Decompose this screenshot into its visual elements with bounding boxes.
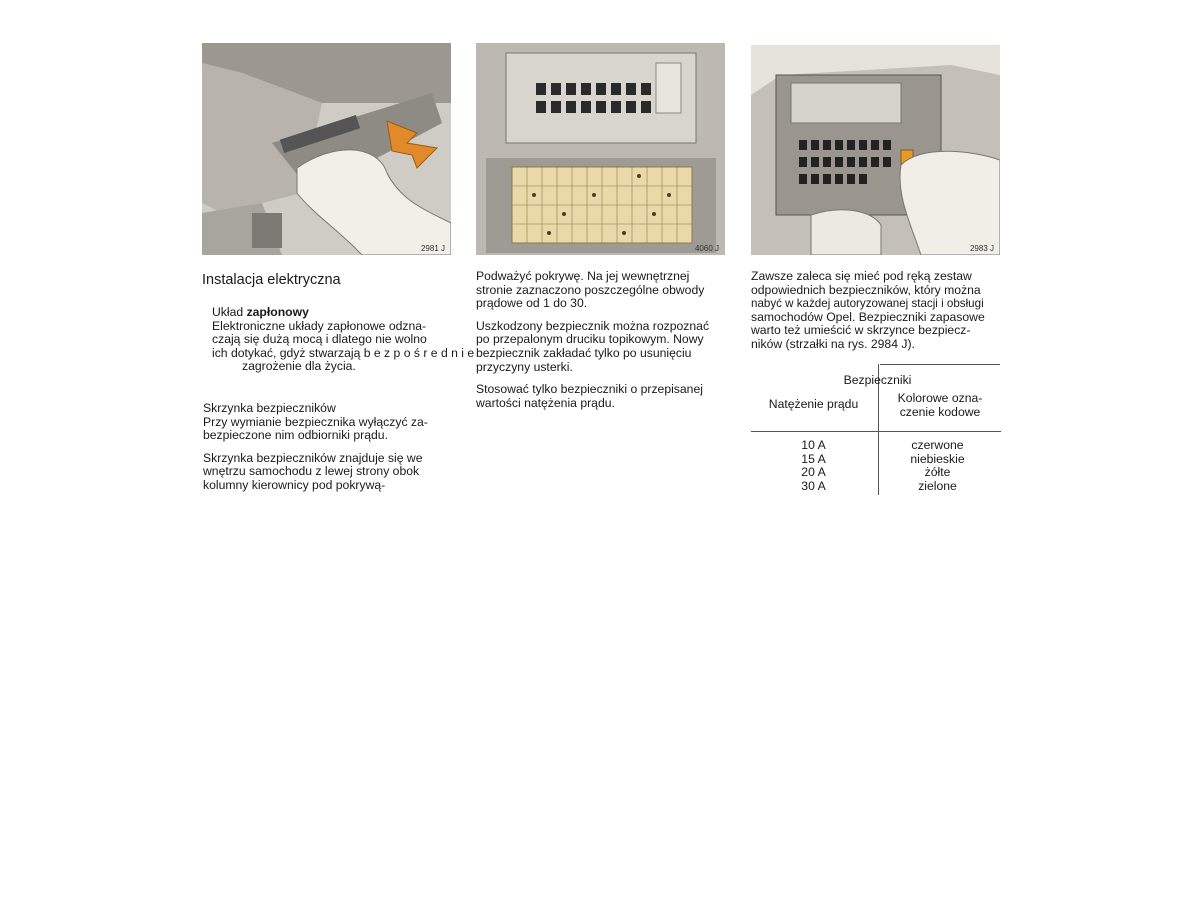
table-cell-color: zielone (918, 478, 957, 493)
table-col-header-amperage: Natężenie prądu (768, 397, 859, 411)
table-rule (880, 364, 1000, 365)
ignition-line: ich dotykać, gdyż stwarzają b e z p o ś r e d n i e (212, 345, 475, 360)
table-cell-color: czerwone (911, 438, 964, 452)
table-title: Bezpieczniki (843, 373, 912, 387)
para-line: kolumny kierownicy pod pokrywą- (203, 477, 386, 492)
figure-code: 2981 J (420, 244, 445, 253)
table-rule (751, 431, 1001, 432)
figure-fuse-cover-removal (202, 43, 451, 255)
figure-fuse-chart (476, 43, 725, 255)
para-line: bezpiecznik zakładać tylko po usunięciu (476, 345, 692, 360)
para-line: Przy wymianie bezpiecznika wyłączyć za- (203, 414, 428, 429)
para-line: ników (strzałki na rys. 2984 J). (751, 336, 915, 351)
para-line: po przepalonym druciku topikowym. Nowy (476, 332, 704, 347)
figure-fuse-insertion (751, 45, 1000, 255)
ignition-block (212, 305, 475, 374)
subheading-bold: zapłonowy (246, 305, 309, 319)
column-2-text (476, 270, 728, 410)
para-line: wartości natężenia prądu. (476, 395, 615, 410)
figure-code: 2983 J (969, 244, 994, 253)
table-col-header-color (880, 392, 1000, 419)
para-line: prądowe od 1 do 30. (476, 296, 588, 311)
column-3-text (751, 270, 1003, 352)
para-line: warto też umieścić w skrzynce bezpiecz- (751, 323, 971, 338)
header-line: Kolorowe ozna- (897, 391, 983, 405)
ignition-line: czają się dużą mocą i dlatego nie wolno (212, 332, 427, 347)
para-line: nabyć w każdej autoryzowanej stacji i obsługi (751, 297, 984, 311)
para-line: Skrzynka bezpieczników znajduje się we (203, 450, 423, 465)
subheading-prefix: Układ (212, 305, 244, 319)
fusebox-heading: Skrzynka bezpieczników (203, 401, 336, 415)
fusebox-block (203, 402, 453, 493)
para-line: wnętrzu samochodu z lewej strony obok (203, 464, 420, 479)
table-cell-amp: 10 A (801, 438, 826, 452)
para-line: Stosować tylko bezpieczniki o przepisanej (476, 382, 703, 397)
table-cell-color: żółte (924, 465, 951, 480)
table-color-column (880, 439, 995, 493)
table-cell-color: niebieskie (910, 451, 965, 466)
figure-code: 4060 J (694, 244, 719, 253)
para-line: samochodów Opel. Bezpieczniki zapasowe (751, 309, 985, 324)
table-amp-column (751, 439, 876, 493)
para-line: przyczyny usterki. (476, 359, 573, 374)
header-line: czenie kodowe (899, 404, 981, 419)
section-heading: Instalacja elektryczna (202, 272, 341, 288)
para-line: bezpieczone nim odbiorniki prądu. (203, 428, 388, 443)
para-line: Podważyć pokrywę. Na jej wewnętrznej (476, 269, 690, 283)
para-line: Uszkodzony bezpiecznik można rozpoznać (476, 318, 710, 333)
ignition-line: Elektroniczne układy zapłonowe odzna- (212, 318, 427, 333)
para-line: Zawsze zaleca się mieć pod ręką zestaw (751, 269, 972, 283)
ignition-line: zagrożenie dla życia. (242, 359, 356, 374)
para-line: odpowiednich bezpieczników, który można (751, 282, 981, 297)
table-cell-amp: 15 A (801, 451, 826, 466)
table-cell-amp: 30 A (801, 478, 826, 493)
table-cell-amp: 20 A (801, 465, 826, 480)
para-line: stronie zaznaczono poszczególne obwody (476, 282, 705, 297)
